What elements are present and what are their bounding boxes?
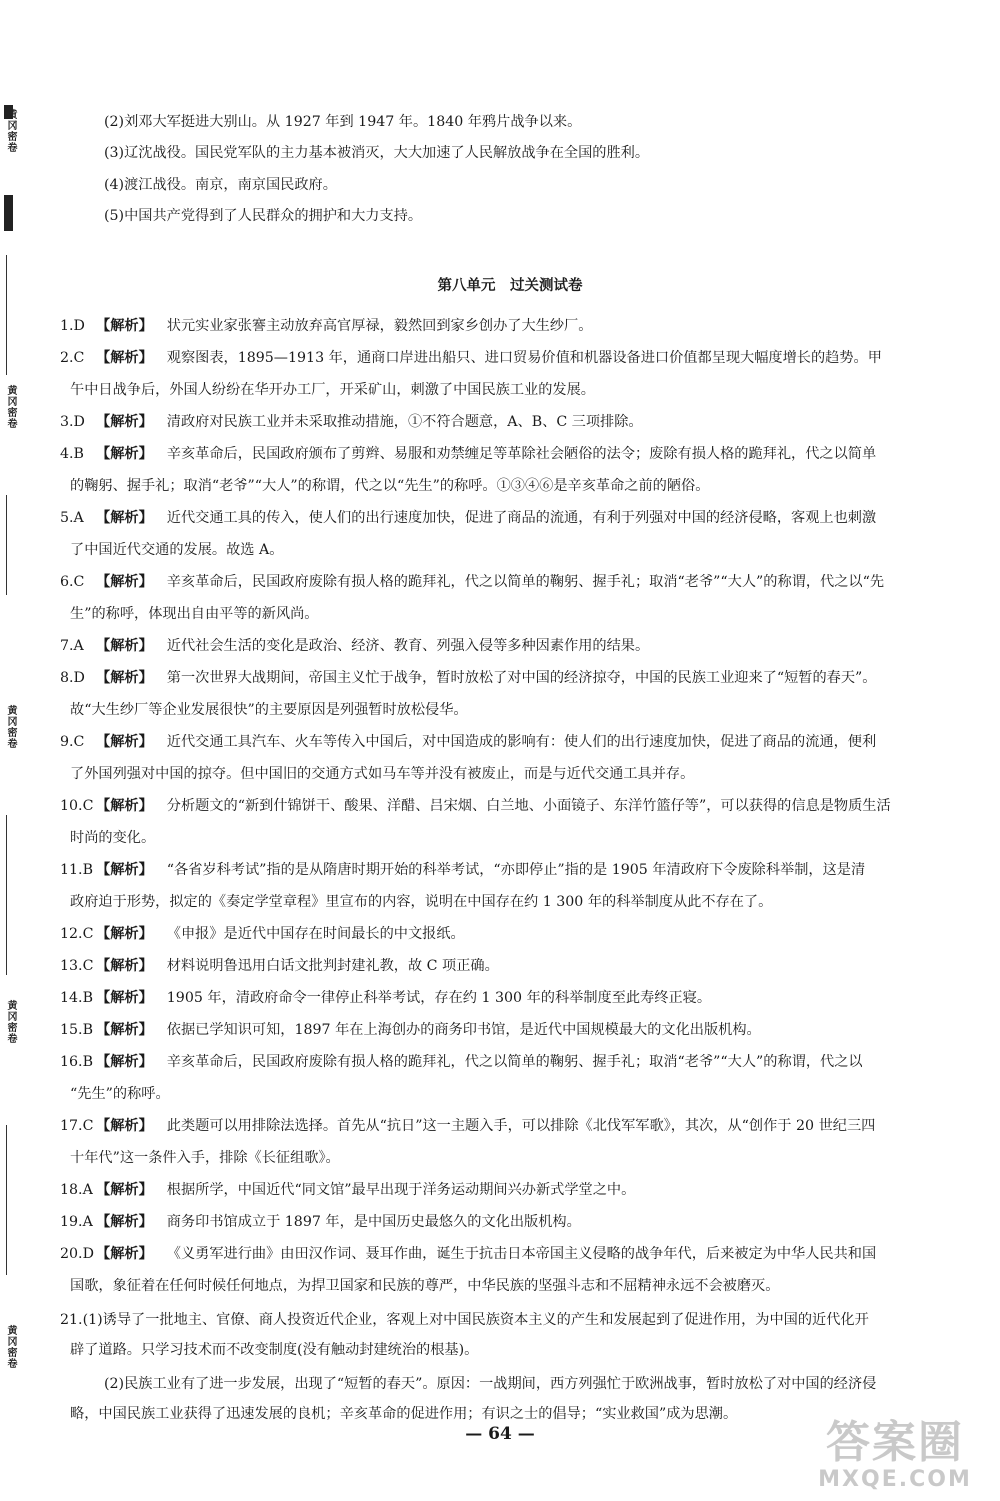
answer-text: 第一次世界大战期间，帝国主义忙于战争，暂时放松了对中国的经济掠夺，中国的民族工业迎来了“短暂的春天”。 [166, 670, 877, 686]
answer-text: 时尚的变化。 [70, 830, 156, 846]
answer-text: 近代交通工具汽车、火车等传入中国后，对中国造成的影响有：使人们的出行速度加快，促进了商品的流通，便利 [166, 734, 877, 750]
analysis-label: 【解析】 [96, 446, 153, 462]
answer-text: 辟了道路。只学习技术而不改变制度(没有触动封建统治的根基)。 [70, 1342, 479, 1358]
answer-number: 19.A [60, 1214, 93, 1230]
answer-text: 分析题文的“新到什锦饼干、酸果、洋醋、吕宋烟、白兰地、小面镜子、东洋竹篮仔等”，可以获得的信息是物质生活 [166, 798, 891, 814]
answer-number: 20.D [60, 1246, 94, 1262]
answer-text: 商务印书馆成立于 1897 年，是中国历史最悠久的文化出版机构。 [166, 1214, 581, 1230]
section-title: 第八单元 过关测试卷 [437, 277, 583, 294]
margin-label: 黄冈密卷 [5, 1325, 16, 1369]
answer-text: “各省岁科考试”指的是从隋唐时期开始的科举考试，“亦即停止”指的是 1905 年清政府下令废除科举制，这是清 [166, 862, 866, 878]
answer-text: 故“大生纱厂等企业发展很快”的主要原因是列强暂时放松侵华。 [70, 702, 468, 718]
answer-number: 3.D [60, 414, 85, 430]
answer-text: 了外国列强对中国的掠夺。但中国旧的交通方式如马车等并没有被废止，而是与近代交通工具并存。 [70, 766, 695, 782]
answer-text: 午中日战争后，外国人纷纷在华开办工厂，开采矿山，刺激了中国民族工业的发展。 [70, 382, 595, 398]
answer-item [60, 1244, 876, 1264]
answer-item: (5)中国共产党得到了人民群众的拥护和大力支持。 [104, 208, 423, 224]
answer-item [60, 732, 876, 752]
answer-item [60, 572, 884, 592]
answer-text: 近代交通工具的传入，使人们的出行速度加快，促进了商品的流通，有利于列强对中国的经济侵略，客观上也刺激 [166, 510, 877, 526]
analysis-label: 【解析】 [96, 350, 153, 366]
analysis-label: 【解析】 [96, 318, 153, 334]
answer-item [60, 1020, 761, 1040]
answer-number: 6.C [60, 574, 85, 590]
answer-text: 清政府对民族工业并未采取推动措施，①不符合题意，A、B、C 三项排除。 [166, 414, 643, 430]
analysis-label: 【解析】 [96, 1022, 153, 1038]
answer-item-21 [60, 1310, 869, 1330]
analysis-label: 【解析】 [96, 990, 153, 1006]
answer-number: 12.C [60, 926, 94, 942]
answer-item [60, 924, 465, 944]
answer-text: 了中国近代交通的发展。故选 A。 [70, 542, 284, 558]
answer-number: 17.C [60, 1118, 94, 1134]
answer-text: 近代社会生活的变化是政治、经济、教育、列强入侵等多种因素作用的结果。 [166, 638, 650, 654]
answer-number: 2.C [60, 350, 85, 366]
analysis-label: 【解析】 [96, 670, 153, 686]
answer-text: (2)民族工业有了进一步发展，出现了“短暂的春天”。原因：一战期间，西方列强忙于欧洲战事，暂时放松了对中国的经济侵 [104, 1376, 877, 1392]
answer-text: 观察图表，1895—1913 年，通商口岸进出船只、进口贸易价值和机器设备进口价值都呈现大幅度增长的趋势。甲 [166, 350, 882, 366]
margin-label: 黄冈密卷 [5, 1000, 16, 1044]
analysis-label: 【解析】 [96, 414, 153, 430]
answer-text: 生”的称呼，体现出自由平等的新风尚。 [70, 606, 319, 622]
answer-item [60, 956, 499, 976]
margin-label: 黄冈密卷 [5, 705, 16, 749]
answer-item: (2)刘邓大军挺进大别山。从 1927 年到 1947 年。1840 年鸦片战争以来。 [104, 114, 582, 130]
answer-text: 十年代”这一条件入手，排除《长征组歌》。 [70, 1150, 340, 1166]
answer-text: 的鞠躬、握手礼；取消“老爷”“大人”的称谓，代之以“先生”的称呼。①③④⑥是辛亥革命之前的陋俗。 [70, 478, 710, 494]
answer-text: 辛亥革命后，民国政府废除有损人格的跪拜礼，代之以简单的鞠躬、握手礼；取消“老爷”“大人”的称谓，代之以 [166, 1054, 863, 1070]
analysis-label: 【解析】 [96, 926, 153, 942]
answer-number: 1.D [60, 318, 85, 334]
margin-bar [4, 195, 13, 231]
answer-number: 18.A [60, 1182, 93, 1198]
answer-item [60, 316, 592, 336]
answer-item [60, 348, 882, 368]
answer-text: 国歌，象征着在任何时候任何地点，为捍卫国家和民族的尊严，中华民族的坚强斗志和不屈精神永远不会被磨灭。 [70, 1278, 780, 1294]
margin-divider [6, 815, 7, 975]
margin-divider [6, 1125, 7, 1275]
answer-item: (3)辽沈战役。国民党军队的主力基本被消灭，大大加速了人民解放战争在全国的胜利。 [104, 145, 650, 161]
answer-number: 9.C [60, 734, 85, 750]
answer-number: 14.B [60, 990, 93, 1006]
answer-text: “先生”的称呼。 [70, 1086, 170, 1102]
answer-item [60, 1180, 635, 1200]
answer-item [60, 412, 643, 432]
answer-text: 材料说明鲁迅用白话文批判封建礼教，故 C 项正确。 [166, 958, 499, 974]
answer-number: 15.B [60, 1022, 93, 1038]
answer-item [60, 1116, 875, 1136]
answer-number: 7.A [60, 638, 84, 654]
margin-label: 黄冈密卷 [5, 385, 16, 429]
answer-item [60, 796, 891, 816]
answer-item [60, 636, 649, 656]
watermark-logo [800, 1418, 990, 1494]
answer-text: 政府迫于形势，拟定的《奏定学堂章程》里宣布的内容，说明在中国存在约 1 300 年的科举制度从此不存在了。 [70, 894, 773, 910]
answer-text: 依据已学知识可知，1897 年在上海创办的商务印书馆，是近代中国规模最大的文化出版机构。 [166, 1022, 761, 1038]
answer-text: (1)诱导了一批地主、官僚、商人投资近代企业，客观上对中国民族资本主义的产生和发展起到了促进作用，为中国的近代化开 [82, 1312, 869, 1328]
margin-divider [6, 255, 7, 375]
analysis-label: 【解析】 [96, 574, 153, 590]
analysis-label: 【解析】 [96, 1118, 153, 1134]
answer-item [60, 1052, 863, 1072]
answer-text: 略，中国民族工业获得了迅速发展的良机；辛亥革命的促进作用；有识之士的倡导；“实业救国”成为思潮。 [70, 1406, 738, 1422]
analysis-label: 【解析】 [96, 734, 153, 750]
analysis-label: 【解析】 [96, 510, 153, 526]
answer-number: 10.C [60, 798, 94, 814]
margin-strip [0, 95, 30, 1465]
answer-text: 《义勇军进行曲》由田汉作词、聂耳作曲，诞生于抗击日本帝国主义侵略的战争年代，后来被定为中华人民共和国 [166, 1246, 877, 1262]
answer-item [60, 860, 865, 880]
answer-item [60, 444, 876, 464]
analysis-label: 【解析】 [96, 638, 153, 654]
answer-number: 11.B [60, 862, 93, 878]
answer-number: 13.C [60, 958, 94, 974]
answer-text: 辛亥革命后，民国政府废除有损人格的跪拜礼，代之以简单的鞠躬、握手礼；取消“老爷”“大人”的称谓，代之以“先 [166, 574, 885, 590]
page-number: — 64 — [465, 1424, 535, 1444]
analysis-label: 【解析】 [96, 798, 153, 814]
analysis-label: 【解析】 [96, 1054, 153, 1070]
answer-text: 状元实业家张謇主动放弃高官厚禄，毅然回到家乡创办了大生纱厂。 [166, 318, 593, 334]
analysis-label: 【解析】 [96, 862, 153, 878]
answer-text: 辛亥革命后，民国政府颁布了剪辫、易服和劝禁缠足等革除社会陋俗的法令；废除有损人格的跪拜礼，代之以简单 [166, 446, 877, 462]
answer-text: 此类题可以用排除法选择。首先从“抗日”这一主题入手，可以排除《北伐军军歌》，其次，从“创作于 20 世纪三四 [166, 1118, 876, 1134]
watermark-url: MXQE.COM [818, 1467, 972, 1492]
analysis-label: 【解析】 [96, 1246, 153, 1262]
analysis-label: 【解析】 [96, 1214, 153, 1230]
answer-item [60, 508, 876, 528]
answer-number: 8.D [60, 670, 85, 686]
answer-item [60, 988, 711, 1008]
answer-text: 根据所学，中国近代“同文馆”最早出现于洋务运动期间兴办新式学堂之中。 [166, 1182, 636, 1198]
answer-item: (4)渡江战役。南京，南京国民政府。 [104, 177, 337, 193]
analysis-label: 【解析】 [96, 958, 153, 974]
answer-item [60, 1212, 581, 1232]
watermark-text: 答案圈 [826, 1417, 964, 1468]
answer-number: 16.B [60, 1054, 93, 1070]
answer-item [60, 668, 876, 688]
answer-number: 4.B [60, 446, 84, 462]
answer-number: 5.A [60, 510, 84, 526]
margin-label: 黄冈密卷 [5, 109, 16, 153]
answer-text: 1905 年，清政府命令一律停止科举考试，存在约 1 300 年的科举制度至此寿终正寝。 [166, 990, 712, 1006]
margin-divider [6, 495, 7, 595]
answer-number: 21. [60, 1312, 83, 1328]
analysis-label: 【解析】 [96, 1182, 153, 1198]
answer-text: 《申报》是近代中国存在时间最长的中文报纸。 [166, 926, 465, 942]
